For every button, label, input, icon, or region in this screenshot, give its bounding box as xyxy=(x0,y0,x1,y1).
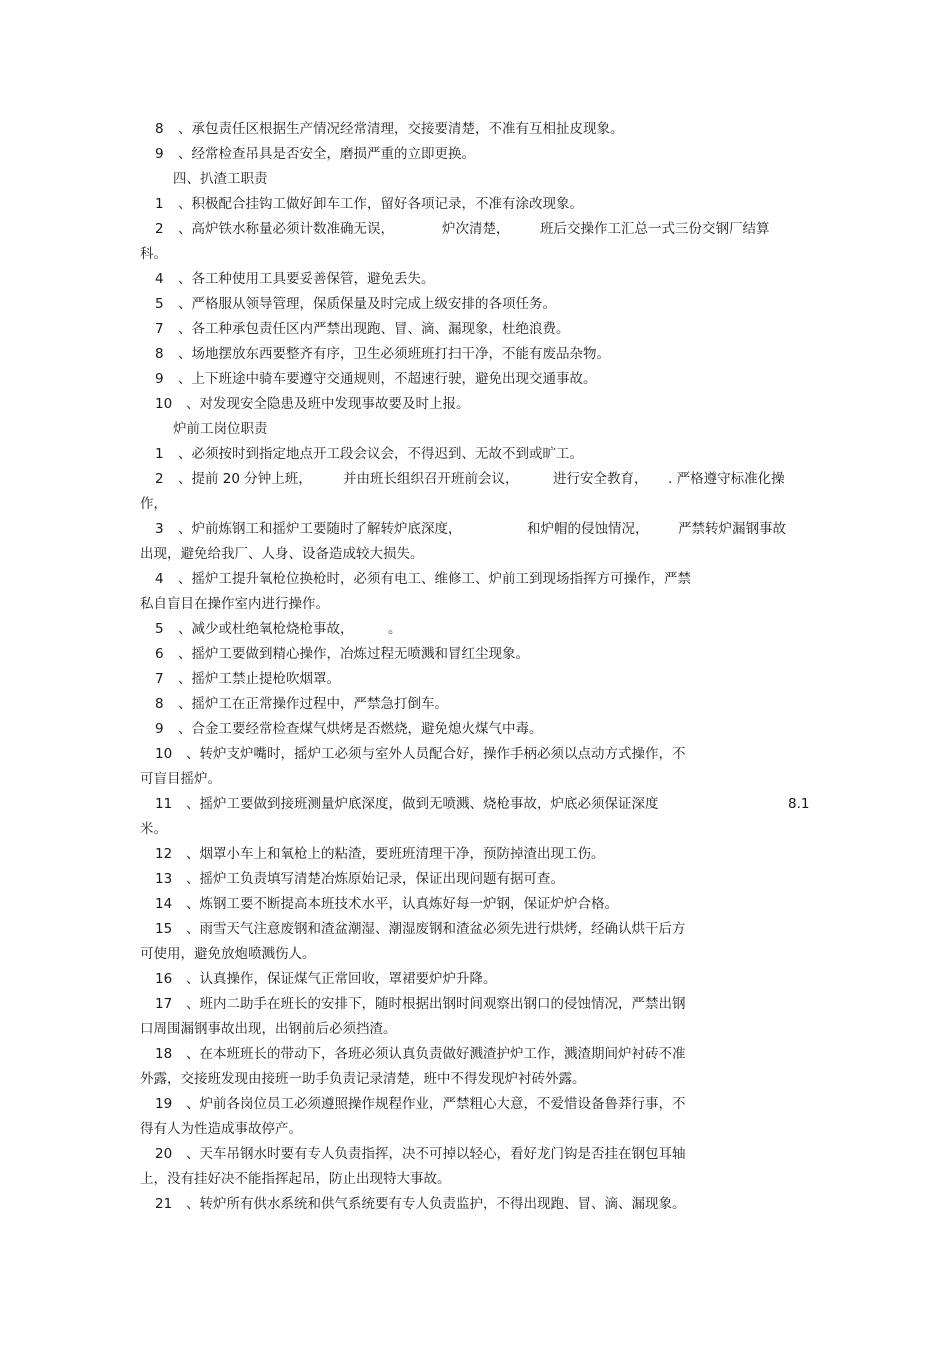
item-number: 10 xyxy=(155,396,173,412)
item-text-continuation: 科。 xyxy=(140,246,167,262)
item-number: 9 xyxy=(155,721,164,737)
item-number: 9 xyxy=(155,371,164,387)
item-text: 、摇炉工禁止提枪吹烟罩。 xyxy=(178,671,340,687)
item-number: 9 xyxy=(155,146,164,162)
item-text-continuation: 上，没有挂好决不能指挥起吊，防止出现特大事故。 xyxy=(140,1171,451,1187)
item-number: 13 xyxy=(155,871,173,887)
item-text-continuation: 得有人为性造成事故停产。 xyxy=(140,1121,302,1137)
item-text-part: 班后交操作工汇总一式三份交钢厂结算 xyxy=(540,221,770,237)
item-text: 、减少或杜绝氧枪烧枪事故， xyxy=(178,621,354,637)
item-text-continuation: 米。 xyxy=(140,821,167,837)
item-text-continuation: 可使用，避免放炮喷溅伤人。 xyxy=(140,946,316,962)
item-text: 、转炉所有供水系统和供气系统要有专人负责监护，不得出现跑、冒、滴、漏现象。 xyxy=(186,1196,686,1212)
item-text: 、雨雪天气注意废钢和渣盆潮湿、潮湿废钢和渣盆必须先进行烘烤，经确认烘干后方 xyxy=(186,921,686,937)
item-text: 、各工种使用工具要妥善保管，避免丢失。 xyxy=(178,271,435,287)
item-text-part: 。 xyxy=(388,621,402,637)
item-text: 、炉前各岗位员工必须遵照操作规程作业，严禁粗心大意，不爱惜设备鲁莽行事，不 xyxy=(186,1096,686,1112)
item-number: 18 xyxy=(155,1046,173,1062)
item-text: 、转炉支炉嘴时，摇炉工必须与室外人员配合好，操作手柄必须以点动方式操作，不 xyxy=(186,746,686,762)
item-text: 、摇炉工提升氧枪位换枪时，必须有电工、维修工、炉前工到现场指挥方可操作，严禁 xyxy=(178,571,691,587)
item-number: 12 xyxy=(155,846,173,862)
item-text-part: . 严格遵守标准化操 xyxy=(668,471,785,487)
item-text-continuation: 私自盲目在操作室内进行操作。 xyxy=(140,596,329,612)
item-number: 21 xyxy=(155,1196,173,1212)
item-text: 、各工种承包责任区内严禁出现跑、冒、滴、漏现象，杜绝浪费。 xyxy=(178,321,570,337)
item-text: 、炉前炼钢工和摇炉工要随时了解转炉底深度， xyxy=(178,521,462,537)
item-number: 4 xyxy=(155,271,164,287)
item-number: 2 xyxy=(155,471,164,487)
item-text: 、合金工要经常检查煤气烘烤是否燃烧，避免熄火煤气中毒。 xyxy=(178,721,543,737)
item-text-continuation: 出现，避免给我厂、人身、设备造成较大损失。 xyxy=(140,546,424,562)
item-text: 、摇炉工负责填写清楚冶炼原始记录，保证出现问题有据可查。 xyxy=(186,871,564,887)
item-text-continuation: 外露，交接班发现由接班一助手负责记录清楚，班中不得发现炉衬砖外露。 xyxy=(140,1071,586,1087)
item-number: 17 xyxy=(155,996,173,1012)
item-text: 、积极配合挂钩工做好卸车工作，留好各项记录，不准有涂改现象。 xyxy=(178,196,583,212)
item-text: 、高炉铁水称量必须计数准确无误， xyxy=(178,221,394,237)
item-text: 、严格服从领导管理，保质保量及时完成上级安排的各项任务。 xyxy=(178,296,556,312)
item-text-part: 并由班长组织召开班前会议， xyxy=(343,471,519,487)
item-text: 、摇炉工在正常操作过程中，严禁急打倒车。 xyxy=(178,696,448,712)
item-number: 8 xyxy=(155,346,164,362)
item-text: 、经常检查吊具是否安全，磨损严重的立即更换。 xyxy=(178,146,475,162)
item-number: 20 xyxy=(155,1146,173,1162)
item-number: 19 xyxy=(155,1096,173,1112)
item-number: 16 xyxy=(155,971,173,987)
item-number: 7 xyxy=(155,321,164,337)
item-text-continuation: 口周围漏钢事故出现，出钢前后必须挡渣。 xyxy=(140,1021,397,1037)
item-number: 15 xyxy=(155,921,173,937)
item-text-part: 和炉帽的侵蚀情况， xyxy=(527,521,649,537)
item-text: 、必须按时到指定地点开工段会议会，不得迟到、无故不到或旷工。 xyxy=(178,446,583,462)
item-text: 、上下班途中骑车要遵守交通规则，不超速行驶，避免出现交通事故。 xyxy=(178,371,597,387)
item-text-part: 进行安全教育， xyxy=(553,471,648,487)
section-heading: 四、扒渣工职责 xyxy=(173,171,268,187)
item-number: 2 xyxy=(155,221,164,237)
item-text-part: 炉次清楚， xyxy=(442,221,510,237)
item-text: 、天车吊钢水时要有专人负责指挥，决不可掉以轻心，看好龙门钩是否挂在钢包耳轴 xyxy=(186,1146,686,1162)
item-text: 、场地摆放东西要整齐有序，卫生必须班班打扫干净，不能有废品杂物。 xyxy=(178,346,610,362)
item-text: 、提前 20 分钟上班， xyxy=(178,471,312,487)
item-text: 、在本班班长的带动下，各班必须认真负责做好溅渣护炉工作，溅渣期间炉衬砖不准 xyxy=(186,1046,686,1062)
item-number: 6 xyxy=(155,646,164,662)
item-text: 、摇炉工要做到精心操作，冶炼过程无喷溅和冒红尘现象。 xyxy=(178,646,529,662)
item-number: 7 xyxy=(155,671,164,687)
item-number: 5 xyxy=(155,296,164,312)
item-text: 、摇炉工要做到接班测量炉底深度，做到无喷溅、烧枪事故，炉底必须保证深度 xyxy=(186,796,659,812)
item-text: 、炼钢工要不断提高本班技术水平，认真炼好每一炉钢，保证炉炉合格。 xyxy=(186,896,618,912)
item-number: 4 xyxy=(155,571,164,587)
item-text-continuation: 可盲目摇炉。 xyxy=(140,771,221,787)
item-text-part: 严禁转炉漏钢事故 xyxy=(678,521,786,537)
item-number: 8 xyxy=(155,121,164,137)
item-text: 、班内二助手在班长的安排下，随时根据出钢时间观察出钢口的侵蚀情况，严禁出钢 xyxy=(186,996,686,1012)
item-number: 3 xyxy=(155,521,164,537)
item-text: 、承包责任区根据生产情况经常清理，交接要清楚，不准有互相扯皮现象。 xyxy=(178,121,624,137)
item-number: 1 xyxy=(155,196,164,212)
item-number: 11 xyxy=(155,796,173,812)
item-text: 、对发现安全隐患及班中发现事故要及时上报。 xyxy=(186,396,470,412)
item-text-part: 8.1 xyxy=(788,796,810,812)
item-number: 5 xyxy=(155,621,164,637)
item-number: 14 xyxy=(155,896,173,912)
item-text: 、烟罩小车上和氧枪上的粘渣，要班班清理干净，预防掉渣出现工伤。 xyxy=(186,846,605,862)
item-number: 1 xyxy=(155,446,164,462)
item-number: 8 xyxy=(155,696,164,712)
item-number: 10 xyxy=(155,746,173,762)
item-text: 、认真操作，保证煤气正常回收，罩裙要炉炉升降。 xyxy=(186,971,497,987)
item-text-continuation: 作， xyxy=(140,496,167,512)
section-heading: 炉前工岗位职责 xyxy=(173,421,268,437)
